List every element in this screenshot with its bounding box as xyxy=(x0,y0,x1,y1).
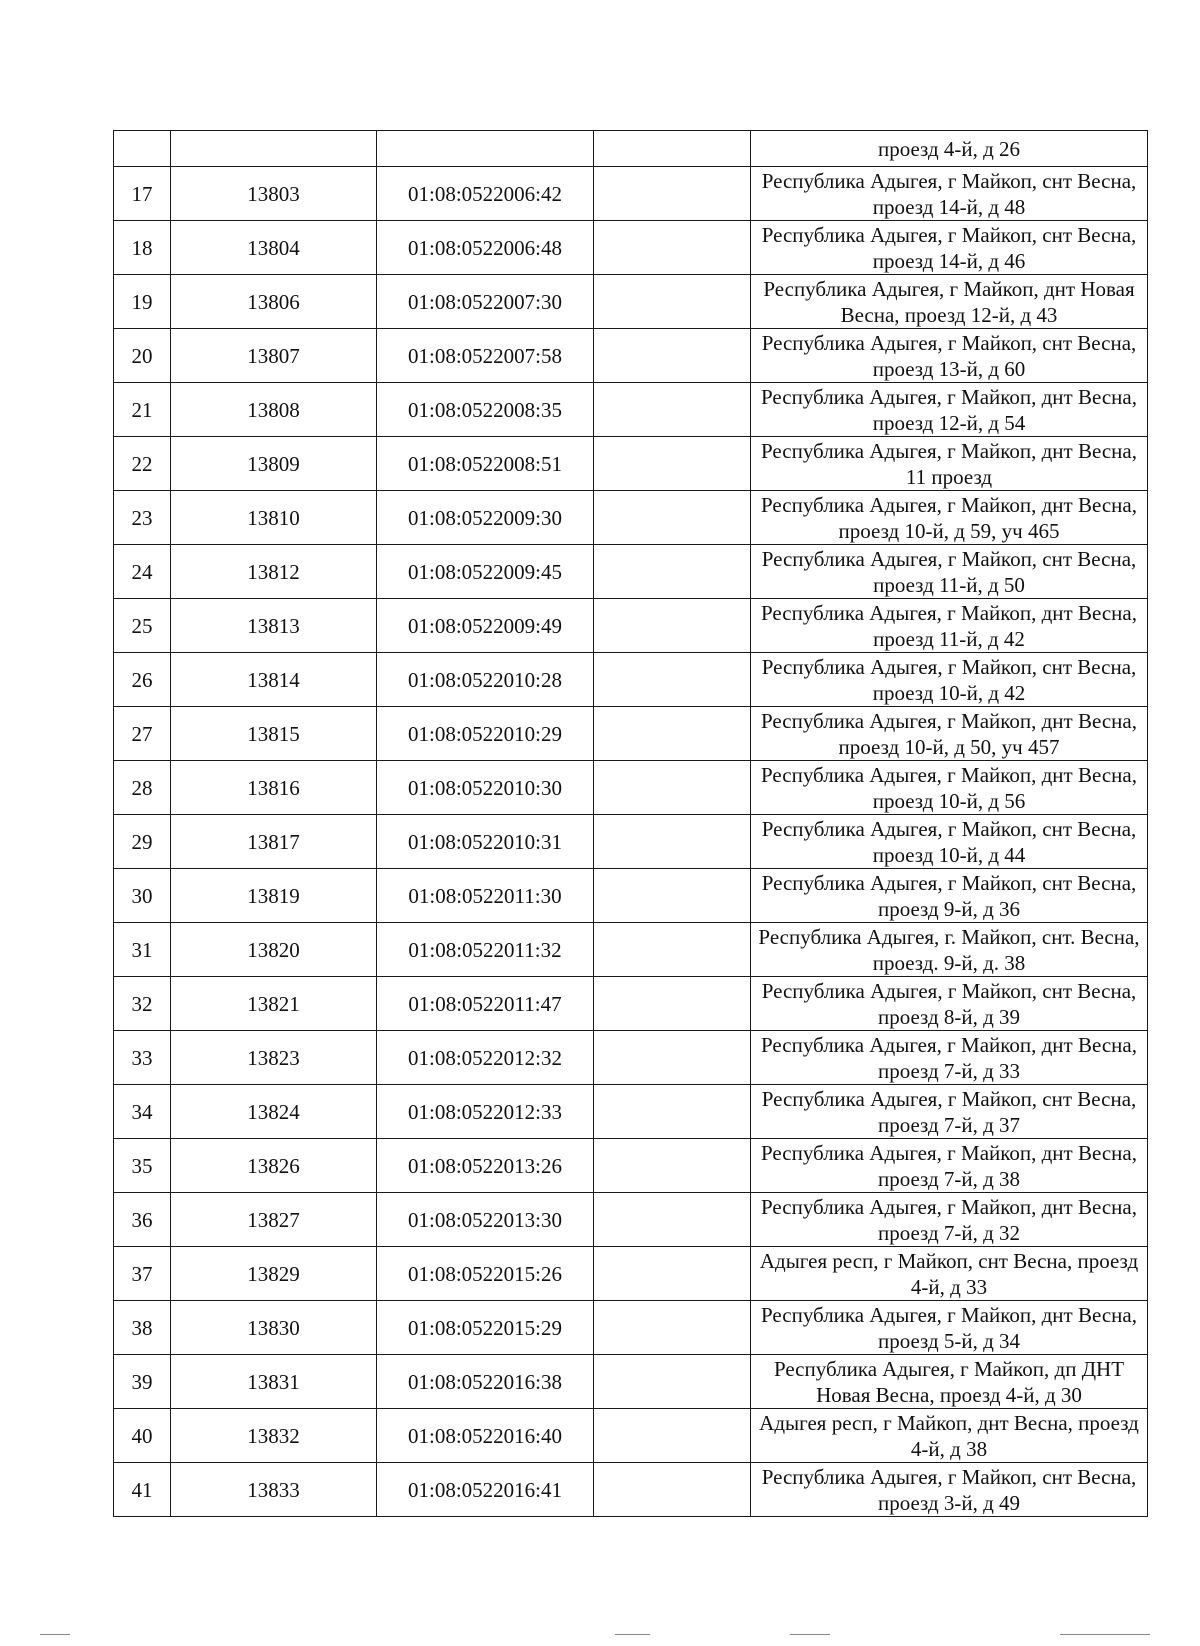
cell-id: 13814 xyxy=(171,653,377,707)
cell-id: 13824 xyxy=(171,1085,377,1139)
cell-cadastral: 01:08:0522015:26 xyxy=(377,1247,594,1301)
cell-num: 22 xyxy=(114,437,171,491)
cell-cadastral: 01:08:0522009:30 xyxy=(377,491,594,545)
cell-empty xyxy=(594,977,751,1031)
cell-id xyxy=(171,131,377,167)
cell-empty xyxy=(594,437,751,491)
cell-cadastral: 01:08:0522006:42 xyxy=(377,167,594,221)
cell-address: Республика Адыгея, г Майкоп, днт Весна, проезд 7-й, д 32 xyxy=(751,1193,1148,1247)
cell-cadastral: 01:08:0522009:49 xyxy=(377,599,594,653)
cell-id: 13817 xyxy=(171,815,377,869)
land-plot-table xyxy=(113,130,1148,1517)
cell-empty xyxy=(594,923,751,977)
cell-cadastral: 01:08:0522010:29 xyxy=(377,707,594,761)
cell-address: Республика Адыгея, г Майкоп, днт Весна, проезд 11-й, д 42 xyxy=(751,599,1148,653)
table-row xyxy=(114,1355,1148,1409)
cell-num: 18 xyxy=(114,221,171,275)
cell-id: 13810 xyxy=(171,491,377,545)
cell-id: 13809 xyxy=(171,437,377,491)
table-row xyxy=(114,437,1148,491)
cell-cadastral: 01:08:0522010:30 xyxy=(377,761,594,815)
cell-num: 32 xyxy=(114,977,171,1031)
cell-cadastral: 01:08:0522016:41 xyxy=(377,1463,594,1517)
cell-cadastral: 01:08:0522008:35 xyxy=(377,383,594,437)
footer-rule xyxy=(40,1634,70,1635)
cell-address: Республика Адыгея, г Майкоп, днт Весна, проезд 10-й, д 59, уч 465 xyxy=(751,491,1148,545)
cell-num: 20 xyxy=(114,329,171,383)
table-row xyxy=(114,1409,1148,1463)
cell-id: 13820 xyxy=(171,923,377,977)
cell-address: Республика Адыгея, г Майкоп, днт Весна, проезд 12-й, д 54 xyxy=(751,383,1148,437)
table-row xyxy=(114,167,1148,221)
cell-cadastral: 01:08:0522016:40 xyxy=(377,1409,594,1463)
cell-num: 19 xyxy=(114,275,171,329)
cell-num: 38 xyxy=(114,1301,171,1355)
cell-id: 13806 xyxy=(171,275,377,329)
footer-rule xyxy=(1060,1634,1150,1635)
cell-id: 13815 xyxy=(171,707,377,761)
cell-address: Республика Адыгея, г Майкоп, днт Весна, проезд 5-й, д 34 xyxy=(751,1301,1148,1355)
cell-id: 13832 xyxy=(171,1409,377,1463)
cell-num: 31 xyxy=(114,923,171,977)
cell-empty xyxy=(594,761,751,815)
table-row xyxy=(114,545,1148,599)
cell-empty xyxy=(594,1301,751,1355)
cell-empty xyxy=(594,869,751,923)
cell-cadastral: 01:08:0522016:38 xyxy=(377,1355,594,1409)
cell-num: 28 xyxy=(114,761,171,815)
cell-address: Республика Адыгея, г Майкоп, днт Весна, 11 проезд xyxy=(751,437,1148,491)
continuation-row xyxy=(114,131,1148,167)
cell-empty xyxy=(594,1355,751,1409)
table-row xyxy=(114,653,1148,707)
cell-num: 33 xyxy=(114,1031,171,1085)
table-row xyxy=(114,491,1148,545)
cell-cadastral: 01:08:0522013:26 xyxy=(377,1139,594,1193)
cell-id: 13813 xyxy=(171,599,377,653)
cell-id: 13812 xyxy=(171,545,377,599)
cell-empty xyxy=(594,599,751,653)
cell-id: 13833 xyxy=(171,1463,377,1517)
cell-empty xyxy=(594,815,751,869)
cell-empty xyxy=(594,275,751,329)
table-row xyxy=(114,1085,1148,1139)
cell-address: проезд 4-й, д 26 xyxy=(751,131,1148,167)
cell-num: 29 xyxy=(114,815,171,869)
cell-cadastral: 01:08:0522010:31 xyxy=(377,815,594,869)
cell-address: Республика Адыгея, г Майкоп, снт Весна, проезд 3-й, д 49 xyxy=(751,1463,1148,1517)
cell-id: 13823 xyxy=(171,1031,377,1085)
cell-empty xyxy=(594,167,751,221)
cell-address: Республика Адыгея, г Майкоп, снт Весна, проезд 11-й, д 50 xyxy=(751,545,1148,599)
cell-empty xyxy=(594,1085,751,1139)
cell-cadastral: 01:08:0522006:48 xyxy=(377,221,594,275)
cell-num: 23 xyxy=(114,491,171,545)
cell-num: 25 xyxy=(114,599,171,653)
cell-address: Республика Адыгея, г Майкоп, дп ДНТ Новая Весна, проезд 4-й, д 30 xyxy=(751,1355,1148,1409)
cell-num: 27 xyxy=(114,707,171,761)
cell-address: Республика Адыгея, г. Майкоп, снт. Весна, проезд. 9-й, д. 38 xyxy=(751,923,1148,977)
cell-empty xyxy=(594,491,751,545)
cell-cadastral xyxy=(377,131,594,167)
cell-address: Республика Адыгея, г Майкоп, снт Весна, проезд 14-й, д 46 xyxy=(751,221,1148,275)
cell-address: Республика Адыгея, г Майкоп, снт Весна, проезд 8-й, д 39 xyxy=(751,977,1148,1031)
cell-address: Республика Адыгея, г Майкоп, снт Весна, проезд 13-й, д 60 xyxy=(751,329,1148,383)
table-row xyxy=(114,815,1148,869)
table-row xyxy=(114,1301,1148,1355)
cell-id: 13816 xyxy=(171,761,377,815)
cell-cadastral: 01:08:0522011:30 xyxy=(377,869,594,923)
cell-empty xyxy=(594,1247,751,1301)
footer-rule xyxy=(615,1634,650,1635)
cell-id: 13807 xyxy=(171,329,377,383)
cell-cadastral: 01:08:0522013:30 xyxy=(377,1193,594,1247)
cell-empty xyxy=(594,1463,751,1517)
cell-address: Республика Адыгея, г Майкоп, снт Весна, проезд 14-й, д 48 xyxy=(751,167,1148,221)
table-row xyxy=(114,383,1148,437)
table-row xyxy=(114,221,1148,275)
table-row xyxy=(114,977,1148,1031)
cell-num: 35 xyxy=(114,1139,171,1193)
cell-num: 24 xyxy=(114,545,171,599)
cell-id: 13821 xyxy=(171,977,377,1031)
table-body xyxy=(114,131,1148,1517)
cell-address: Адыгея респ, г Майкоп, днт Весна, проезд 4-й, д 38 xyxy=(751,1409,1148,1463)
cell-cadastral: 01:08:0522011:32 xyxy=(377,923,594,977)
table-row xyxy=(114,599,1148,653)
cell-cadastral: 01:08:0522011:47 xyxy=(377,977,594,1031)
table-row xyxy=(114,275,1148,329)
cell-empty xyxy=(594,221,751,275)
cell-empty xyxy=(594,1139,751,1193)
cell-id: 13826 xyxy=(171,1139,377,1193)
table-row xyxy=(114,923,1148,977)
table-row xyxy=(114,329,1148,383)
cell-address: Республика Адыгея, г Майкоп, снт Весна, проезд 10-й, д 42 xyxy=(751,653,1148,707)
cell-id: 13804 xyxy=(171,221,377,275)
cell-empty xyxy=(594,131,751,167)
cell-cadastral: 01:08:0522012:33 xyxy=(377,1085,594,1139)
cell-address: Республика Адыгея, г Майкоп, днт Весна, проезд 7-й, д 38 xyxy=(751,1139,1148,1193)
cell-cadastral: 01:08:0522010:28 xyxy=(377,653,594,707)
table-row xyxy=(114,707,1148,761)
cell-id: 13830 xyxy=(171,1301,377,1355)
cell-num: 39 xyxy=(114,1355,171,1409)
cell-cadastral: 01:08:0522007:30 xyxy=(377,275,594,329)
cell-id: 13827 xyxy=(171,1193,377,1247)
cell-address: Республика Адыгея, г Майкоп, снт Весна, проезд 9-й, д 36 xyxy=(751,869,1148,923)
cell-num: 41 xyxy=(114,1463,171,1517)
cell-empty xyxy=(594,1193,751,1247)
cell-empty xyxy=(594,1409,751,1463)
table-row xyxy=(114,869,1148,923)
cell-num: 36 xyxy=(114,1193,171,1247)
table-row xyxy=(114,1463,1148,1517)
cell-num: 37 xyxy=(114,1247,171,1301)
cell-id: 13831 xyxy=(171,1355,377,1409)
cell-empty xyxy=(594,1031,751,1085)
cell-empty xyxy=(594,707,751,761)
cell-num xyxy=(114,131,171,167)
cell-empty xyxy=(594,545,751,599)
table-row xyxy=(114,761,1148,815)
cell-address: Республика Адыгея, г Майкоп, снт Весна, проезд 7-й, д 37 xyxy=(751,1085,1148,1139)
cell-num: 17 xyxy=(114,167,171,221)
cell-address: Адыгея респ, г Майкоп, снт Весна, проезд 4-й, д 33 xyxy=(751,1247,1148,1301)
cell-empty xyxy=(594,383,751,437)
cell-id: 13829 xyxy=(171,1247,377,1301)
cell-id: 13803 xyxy=(171,167,377,221)
table-row xyxy=(114,1139,1148,1193)
footer-rule xyxy=(790,1634,830,1635)
cell-empty xyxy=(594,329,751,383)
table-row xyxy=(114,1031,1148,1085)
cell-address: Республика Адыгея, г Майкоп, днт Весна, проезд 10-й, д 50, уч 457 xyxy=(751,707,1148,761)
cell-cadastral: 01:08:0522015:29 xyxy=(377,1301,594,1355)
cell-num: 34 xyxy=(114,1085,171,1139)
cell-id: 13819 xyxy=(171,869,377,923)
cell-cadastral: 01:08:0522012:32 xyxy=(377,1031,594,1085)
cell-cadastral: 01:08:0522007:58 xyxy=(377,329,594,383)
cell-num: 40 xyxy=(114,1409,171,1463)
cell-cadastral: 01:08:0522009:45 xyxy=(377,545,594,599)
cell-address: Республика Адыгея, г Майкоп, снт Весна, проезд 10-й, д 44 xyxy=(751,815,1148,869)
table-row xyxy=(114,1193,1148,1247)
cell-address: Республика Адыгея, г Майкоп, днт Весна, проезд 7-й, д 33 xyxy=(751,1031,1148,1085)
cell-address: Республика Адыгея, г Майкоп, днт Весна, проезд 10-й, д 56 xyxy=(751,761,1148,815)
cell-num: 30 xyxy=(114,869,171,923)
cell-num: 21 xyxy=(114,383,171,437)
cell-cadastral: 01:08:0522008:51 xyxy=(377,437,594,491)
cell-id: 13808 xyxy=(171,383,377,437)
cell-num: 26 xyxy=(114,653,171,707)
cell-address: Республика Адыгея, г Майкоп, днт Новая Весна, проезд 12-й, д 43 xyxy=(751,275,1148,329)
table-row xyxy=(114,1247,1148,1301)
cell-empty xyxy=(594,653,751,707)
